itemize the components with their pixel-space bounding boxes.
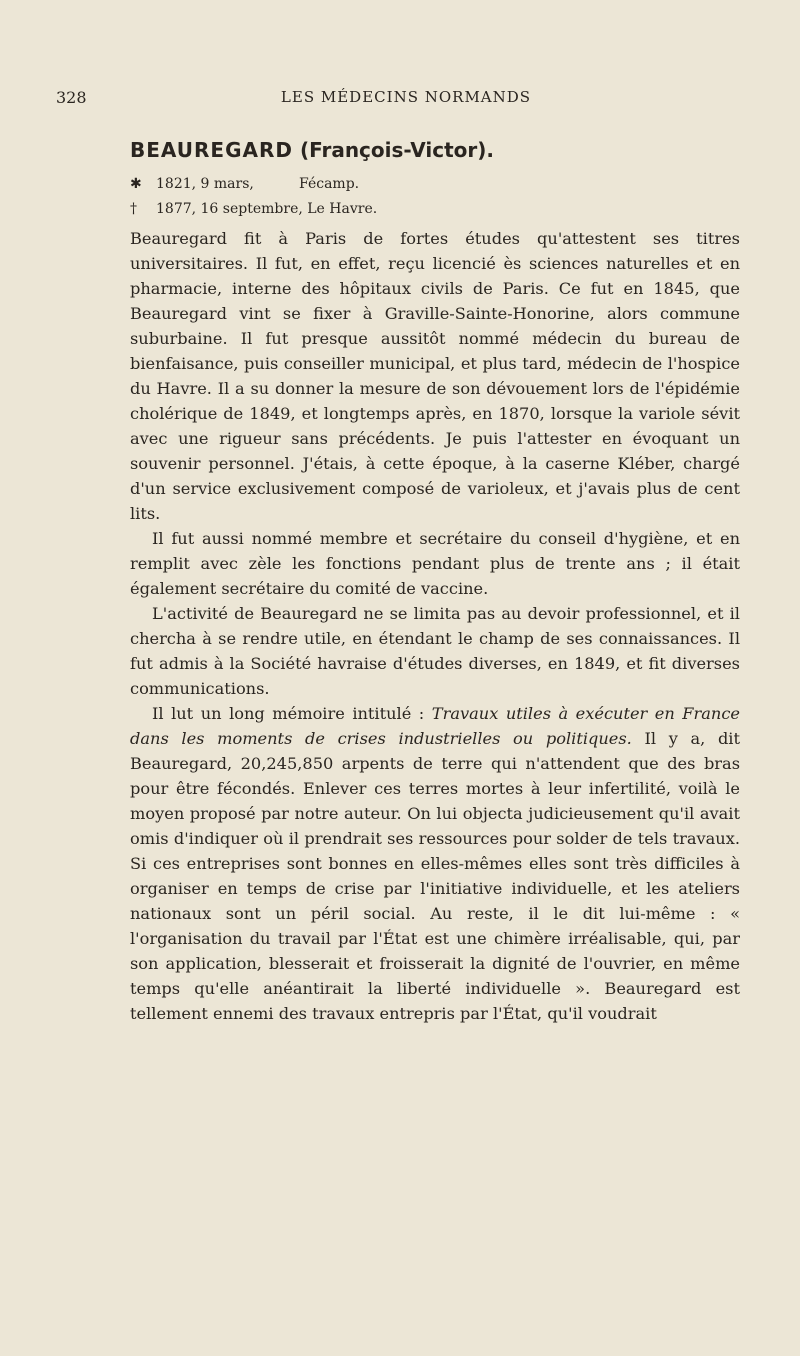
biography-entry-header <box>130 138 740 222</box>
death-date-place: 1877, 16 septembre, Le Havre. <box>156 201 378 217</box>
death-line <box>130 197 740 222</box>
entry-given-names: (François-Victor). <box>299 138 494 162</box>
birth-line <box>130 172 740 197</box>
paragraph-4-intro: Il lut un long mémoire intitulé : <box>152 704 432 723</box>
entry-surname: BEAUREGARD <box>130 138 293 162</box>
paragraph-2: Il fut aussi nommé membre et secrétaire du conseil d'hygiène, et en remplit avec zèle les fonctions pendant plus de trente ans ; il était également secrétaire du comité de vaccine. <box>130 529 740 598</box>
paragraph-4-rest: Il y a, dit Beauregard, 20,245,850 arpents de terre qui n'attendent que des bras pour être fécondés. Enlever ces terres mortes à leur infertilité, voilà le moyen proposé par notre auteur. On lui objecta judicieusement qu'il avait omis d'indiquer où il prendrait ses ressources pour solder de tels travaux. Si ces entreprises sont bonnes en elles-mêmes elles sont très difficiles à organiser en temps de crise par l'initiative individuelle, et les ateliers nationaux sont un péril social. Au reste, il le dit lui-même : « l'organisation du travail par l'État est une chimère irréalisable, qui, par son application, blesserait et froisserait la dignité de l'ouvrier, en même temps qu'elle anéantirait la liberté individuelle ». Beauregard est tellement ennemi des travaux entrepris par l'État, qu'il voudrait <box>130 729 740 1023</box>
running-head: LES MÉDECINS NORMANDS <box>280 88 532 106</box>
paragraph-1: Beauregard fit à Paris de fortes études qu'attestent ses titres universitaires. Il fut, en effet, reçu licencié ès sciences naturelles et en pharmacie, interne des hôpitaux civils de Paris. Ce fut en 1845, que Beauregard vint se fixer à Graville-Sainte-Honorine, alors commune suburbaine. Il fut presque aussitôt nommé médecin du bureau de bienfaisance, puis conseiller municipal, et plus tard, médecin de l'hospice du Havre. Il a su donner la mesure de son dévouement lors de l'épidémie cholérique de 1849, et longtemps après, en 1870, lorsque la variole sévit avec une rigueur sans précédents. Je puis l'attester en évoquant un souvenir personnel. J'étais, à cette époque, à la caserne Kléber, chargé d'un service exclusivement composé de varioleux, et j'avais plus de cent lits. <box>130 229 740 523</box>
death-dagger-icon: † <box>130 201 137 217</box>
page-header <box>56 88 756 118</box>
memoir-title: Travaux utiles à exécuter en France dans les moments de crises industrielles ou politiques. <box>130 704 740 748</box>
birth-date: 1821, 9 mars, <box>156 176 254 192</box>
birth-star-icon: ✱ <box>130 176 142 192</box>
page-number: 328 <box>56 88 87 107</box>
entry-title <box>130 138 740 162</box>
birth-place: Fécamp. <box>299 176 360 192</box>
paragraph-4 <box>130 701 740 1026</box>
paragraph-3: L'activité de Beauregard ne se limita pas au devoir professionnel, et il chercha à se rendre utile, en étendant le champ de ses connaissances. Il fut admis à la Société havraise d'études diverses, en 1849, et fit diverses communications. <box>130 604 740 698</box>
body-text <box>130 226 740 1026</box>
